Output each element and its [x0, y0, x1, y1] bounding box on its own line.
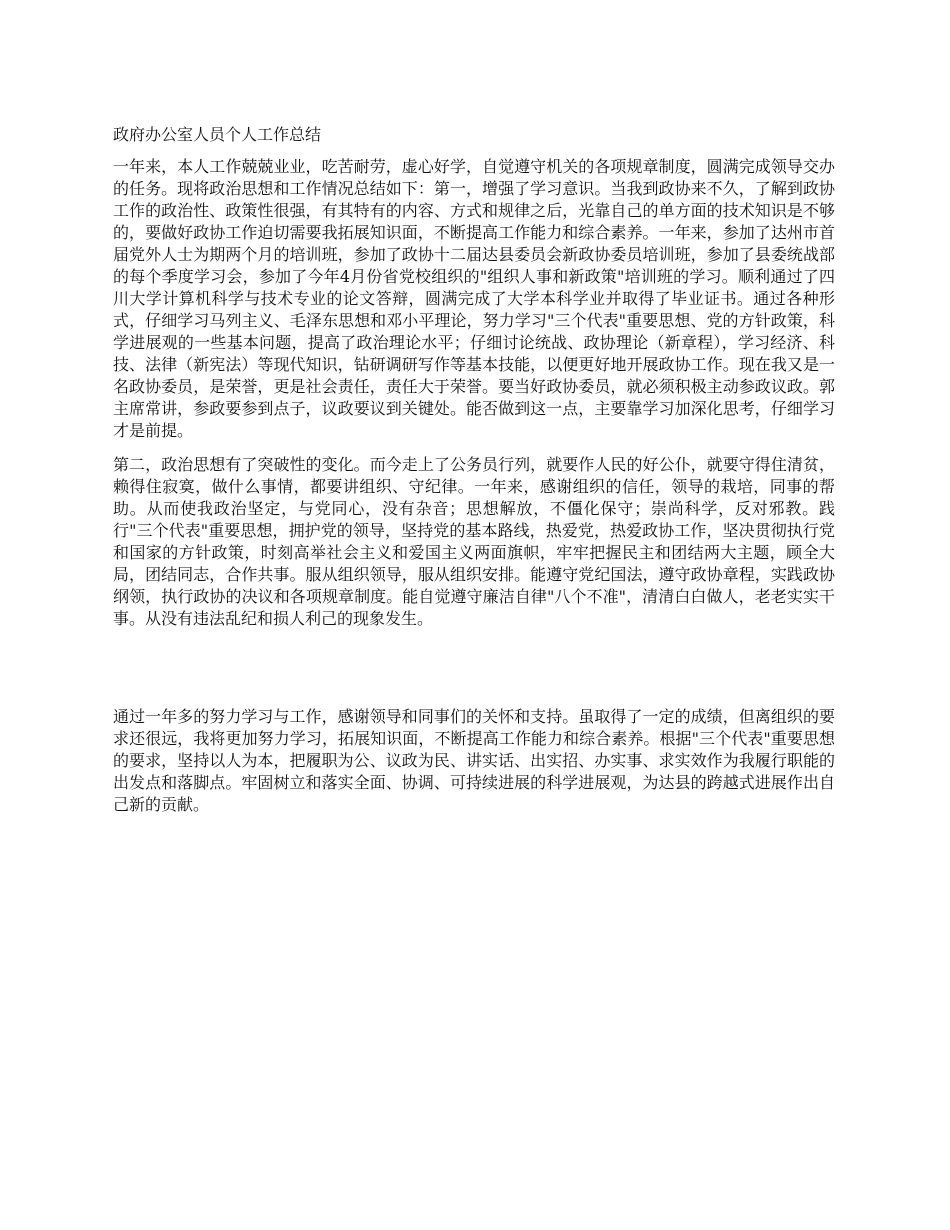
paragraph-2: 第二，政治思想有了突破性的变化。而今走上了公务员行列，就要作人民的好公仆，就要守得住清贫，赖得住寂寞，做什么事情，都要讲组织、守纪律。一年来，感谢组织的信任，领导的栽培，同事的帮助。从而使我政治坚定，与党同心，没有杂音；思想解放，不僵化保守；崇尚科学，反对邪教。践行"三个代表"重要思想，拥护党的领导，坚持党的基本路线，热爱党，热爱政协工作，坚决贯彻执行党和国家的方针政策，时刻高举社会主义和爱国主义两面旗帜，牢牢把握民主和团结两大主题，顾全大局，团结同志，合作共事。服从组织领导，服从组织安排。能遵守党纪国法，遵守政协章程，实践政协纲领，执行政协的决议和各项规章制度。能自觉遵守廉洁自律"八个不准"，清清白白做人，老老实实干事。从没有违法乱纪和损人利己的现象发生。 — [113, 455, 835, 628]
document-page — [113, 124, 835, 828]
document-title: 政府办公室人员个人工作总结 — [113, 125, 322, 144]
paragraph-3: 通过一年多的努力学习与工作，感谢领导和同事们的关怀和支持。虽取得了一定的成绩，但离组织的要求还很远，我将更加努力学习，拓展知识面，不断提高工作能力和综合素养。根据"三个代表"重要思想的要求，坚持以人为本，把履职为公、议政为民、讲实话、出实招、办实事、求实效作为我履行职能的出发点和落脚点。牢固树立和落实全面、协调、可持续进展的科学进展观，为达县的跨越式进展作出自己新的贡献。 — [113, 707, 835, 814]
paragraph-1: 一年来，本人工作兢兢业业，吃苦耐劳，虚心好学，自觉遵守机关的各项规章制度，圆满完成领导交办的任务。现将政治思想和工作情况总结如下：第一，增强了学习意识。当我到政协来不久，了解到政协工作的政治性、政策性很强，有其特有的内容、方式和规律之后，光靠自己的单方面的技术知识是不够的，要做好政协工作迫切需要我拓展知识面，不断提高工作能力和综合素养。一年来，参加了达州市首届党外人士为期两个月的培训班，参加了政协十二届达县委员会新政协委员培训班，参加了县委统战部的每个季度学习会，参加了今年4月份省党校组织的"组织人事和新政策"培训班的学习。顺利通过了四川大学计算机科学与技术专业的论文答辩，圆满完成了大学本科学业并取得了毕业证书。通过各种形式，仔细学习马列主义、毛泽东思想和邓小平理论，努力学习"三个代表"重要思想、党的方针政策，科学进展观的一些基本问题，提高了政治理论水平；仔细讨论统战、政协理论（新章程），学习经济、科技、法律（新宪法）等现代知识，钻研调研写作等基本技能，以便更好地开展政协工作。现在我又是一名政协委员，是荣誉，更是社会责任，责任大于荣誉。要当好政协委员，就必须积极主动参政议政。郭主席常讲，参政要参到点子，议政要议到关键处。能否做到这一点，主要靠学习加深化思考，仔细学习才是前提。 — [113, 157, 835, 440]
